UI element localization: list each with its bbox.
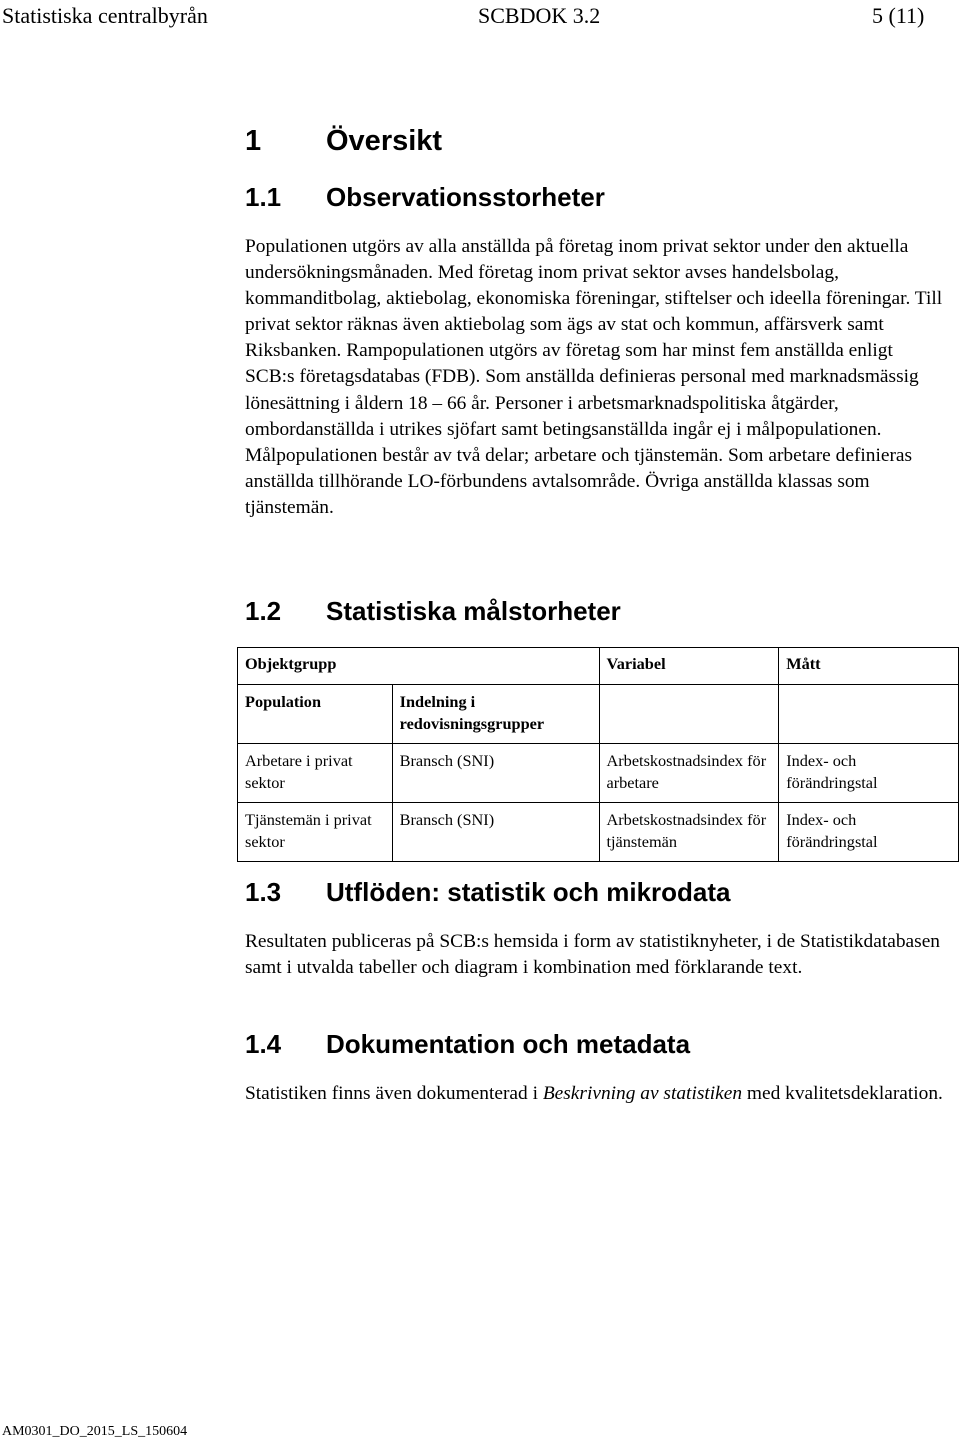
section-title: Statistiska målstorheter	[326, 596, 621, 626]
cell-breakdown: Bransch (SNI)	[392, 803, 599, 862]
table-row	[238, 744, 959, 803]
cell-population: Tjänstemän i privat sektor	[238, 803, 393, 862]
output-paragraph: Resultaten publiceras på SCB:s hemsida i form av statistiknyheter, i de Statistikdatabasen samt i utvalda tabeller och diagram i kombination med förklarande text.	[245, 931, 940, 979]
cell-breakdown: Bransch (SNI)	[392, 744, 599, 803]
table-row	[238, 803, 959, 862]
section-heading-1	[245, 123, 442, 159]
table-cell	[599, 685, 779, 744]
documentation-link-title: Beskrivning av statistiken	[542, 1083, 743, 1104]
documentation-paragraph	[245, 1081, 945, 1107]
page-header	[0, 0, 960, 30]
section-number: 1	[245, 125, 262, 157]
header-variabel: Variabel	[599, 648, 779, 685]
table-cell	[779, 685, 959, 744]
section-heading-1-2	[245, 595, 621, 627]
document-id: SCBDOK 3.2	[478, 3, 601, 28]
cell-population: Arbetare i privat sektor	[238, 744, 393, 803]
cell-variable: Arbetskostnadsindex för arbetare	[599, 744, 779, 803]
section-heading-1-3	[245, 876, 731, 908]
section-title: Översikt	[326, 125, 443, 157]
documentation-text: med kvalitetsdeklaration.	[742, 1083, 943, 1104]
cell-variable: Arbetskostnadsindex för tjänstemän	[599, 803, 779, 862]
section-number: 1.4	[245, 1029, 282, 1059]
header-matt: Mått	[779, 648, 959, 685]
section-heading-1-4	[245, 1028, 690, 1060]
cell-measure: Index- och förändringstal	[779, 744, 959, 803]
table-header-row	[238, 648, 959, 685]
section-number: 1.1	[245, 182, 282, 212]
section-title: Utflöden: statistik och mikrodata	[326, 877, 731, 907]
documentation-text: Statistiken finns även dokumenterad i	[245, 1083, 543, 1104]
observation-paragraph: Populationen utgörs av alla anställda på företag inom privat sektor under den aktuella undersökningsmånaden. Med företag inom privat sektor avses handelsbolag, kommanditbolag, aktiebolag, ekonomiska föreningar, stiftelser och ideella föreningar. Till privat sektor räknas även aktiebolag som ägs av stat och kommun, affärsverk samt Riksbanken. Rampopulationen utgörs av företag som har minst fem anställda enligt SCB:s företagsdatabas (FDB). Som anställda definieras personal med marknadsmässig lönesättning i åldern 18 – 66 år. Personer i arbetsmarknadspolitiska åtgärder, ombordanställda i utrikes sjöfart samt betingsanställda ingår ej i målpopulationen. Målpopulationen består av två delar; arbetare och tjänstemän. Som arbetare definieras anställda tillhörande LO-förbundens avtalsområde. Övriga anställda klassas som tjänstemän.	[245, 236, 943, 518]
footer-document-code: AM0301_DO_2015_LS_150604	[2, 1424, 188, 1439]
section-heading-1-1	[245, 181, 605, 213]
cell-measure: Index- och förändringstal	[779, 803, 959, 862]
page-number: 5 (11)	[872, 3, 925, 28]
subheader-breakdown: Indelning i redovisningsgrupper	[392, 685, 599, 744]
header-objektgrupp: Objektgrupp	[238, 648, 600, 685]
section-number: 1.3	[245, 877, 282, 907]
organization-name: Statistiska centralbyrån	[2, 3, 208, 28]
table-subheader-row	[238, 685, 959, 744]
subheader-population: Population	[238, 685, 393, 744]
section-number: 1.2	[245, 596, 282, 626]
section-title: Dokumentation och metadata	[326, 1029, 691, 1059]
target-quantities-table	[237, 647, 959, 862]
section-title: Observationsstorheter	[326, 182, 605, 212]
